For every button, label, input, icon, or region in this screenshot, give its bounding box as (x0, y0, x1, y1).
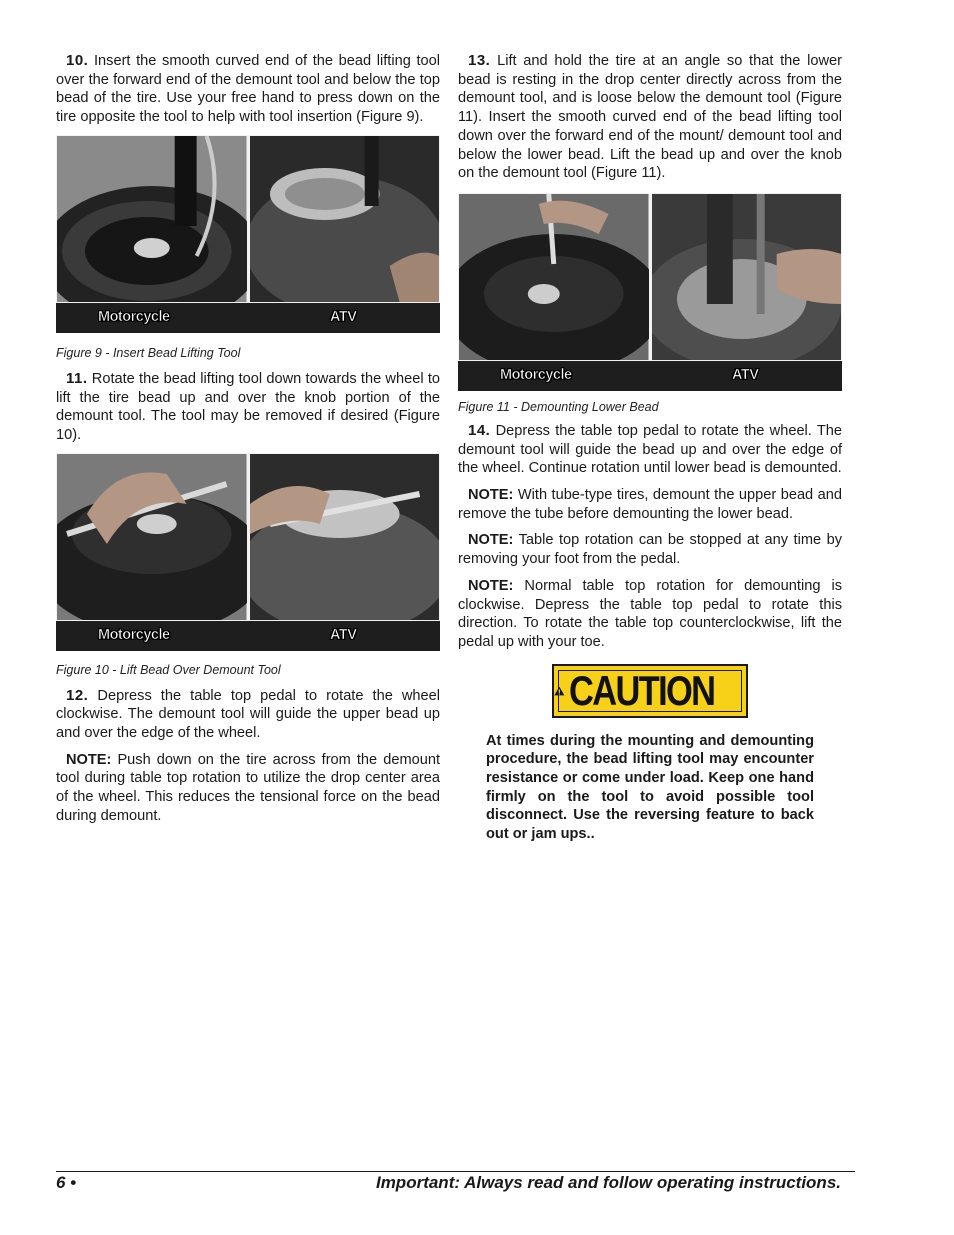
caution-message: At times during the mounting and demounting procedure, the bead lifting tool may encounter resistance or come under load. Keep one hand firmly on the tool to avoid possible tool disconnect. Use the reversing feature to back out or jam ups.. (486, 732, 814, 843)
motorcycle-photo (459, 194, 649, 360)
note-1 (56, 751, 440, 826)
step-number: 14. (468, 421, 491, 439)
figure-caption: Figure 10 - Lift Bead Over Demount Tool (56, 662, 281, 677)
note-text: Normal table top rotation for demounting is clockwise. Depress the table top pedal to rotate this direction. To rotate the table top counterclockwise, lift the pedal up with your toe. (458, 577, 842, 650)
step-number: 10. (66, 52, 89, 69)
step-number: 11. (66, 369, 88, 387)
note-2 (458, 486, 842, 523)
footer-rule (56, 1171, 855, 1172)
figure-9 (56, 135, 440, 333)
figure-label-motorcycle: Motorcycle (98, 308, 170, 325)
step-text: Depress the table top pedal to rotate the wheel clockwise. The demount tool will guide the upper bead up and over the edge of the wheel. (56, 687, 440, 742)
caution-title: CAUTION (568, 666, 715, 714)
left-column (56, 52, 440, 834)
step-number: 12. (66, 686, 89, 704)
right-column (458, 52, 842, 844)
step-text: Insert the smooth curved end of the bead lifting tool over the forward end of the demount tool and below the top bead of the tire. Use your free hand to press down on the tire opposite the tool to help with tool insertion (Figure 9). (56, 53, 440, 126)
step-text: Lift and hold the tire at an angle so that the lower bead is resting in the drop center directly across from the demount tool, and is loose below the demount tool (Figure 11). Insert the smooth curved end of the bead lifting tool down over the forward end of the mount/ demount tool and below the lower bead. Lift the bead up and over the knob on the demount tool (Figure 11). (458, 53, 842, 182)
figure-label-atv: ATV (732, 366, 759, 383)
footer-text: Important: Always read and follow operating instructions. (375, 1173, 841, 1192)
note-label: NOTE: (468, 532, 514, 549)
warning-triangle-icon (554, 676, 565, 706)
step-12 (56, 687, 440, 743)
step-14 (458, 422, 842, 478)
note-text: With tube-type tires, demount the upper bead and remove the tube before demounting the lower bead. (458, 487, 842, 522)
atv-photo (250, 454, 440, 620)
figure-11 (458, 193, 842, 391)
step-number: 13. (468, 52, 491, 69)
page-number: 6 • (56, 1173, 77, 1192)
figure-caption: Figure 11 - Demounting Lower Bead (458, 399, 659, 414)
motorcycle-photo (57, 454, 247, 620)
note-3 (458, 531, 842, 568)
note-label: NOTE: (66, 751, 112, 768)
note-label: NOTE: (468, 487, 514, 504)
figure-label-motorcycle: Motorcycle (98, 626, 170, 643)
figure-label-atv: ATV (330, 308, 357, 325)
atv-photo (250, 136, 440, 302)
note-4 (458, 577, 842, 652)
step-text: Rotate the bead lifting tool down towards the wheel to lift the tire bead up and over the knob portion of the demount tool. The tool may be removed if desired (Figure 10). (56, 370, 440, 443)
motorcycle-photo (57, 136, 247, 302)
figure-caption: Figure 9 - Insert Bead Lifting Tool (56, 345, 241, 360)
figure-label-motorcycle: Motorcycle (500, 366, 572, 383)
note-text: Push down on the tire across from the demount tool during table top rotation to utilize the drop center area of the wheel. This reduces the tensional force on the bead during demount. (56, 751, 440, 824)
note-label: NOTE: (468, 577, 514, 594)
step-text: Depress the table top pedal to rotate the wheel. The demount tool will guide the bead up and over the edge of the wheel. Continue rotation until lower bead is demounted. (458, 422, 842, 477)
step-13 (458, 52, 842, 183)
note-text: Table top rotation can be stopped at any time by removing your foot from the pedal. (458, 532, 842, 568)
step-11 (56, 370, 440, 445)
figure-label-atv: ATV (330, 626, 357, 643)
figure-10 (56, 453, 440, 651)
atv-photo (652, 194, 842, 360)
caution-banner (552, 664, 748, 718)
step-10 (56, 52, 440, 127)
